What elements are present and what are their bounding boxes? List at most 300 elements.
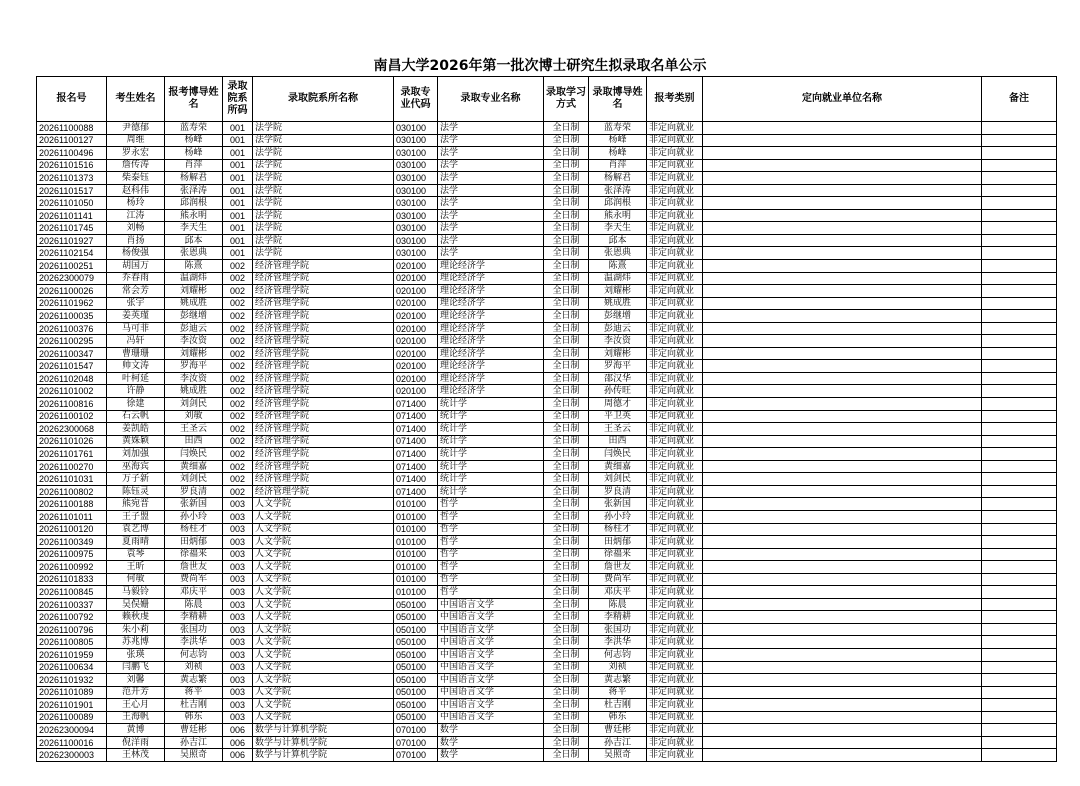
cell-applied-supervisor: 李精耕 <box>165 611 223 624</box>
cell-registration-no: 20261101517 <box>37 184 107 197</box>
cell-study-mode: 全日制 <box>544 272 589 285</box>
cell-admitted-supervisor: 曹廷彬 <box>589 724 647 737</box>
cell-study-mode: 全日制 <box>544 385 589 398</box>
table-row <box>37 736 1057 749</box>
cell-department-code: 001 <box>223 197 253 210</box>
table-body <box>37 122 1057 762</box>
cell-department-name: 人文学院 <box>253 636 394 649</box>
cell-study-mode: 全日制 <box>544 322 589 335</box>
cell-candidate-name: 王子盟 <box>107 510 165 523</box>
cell-major-code: 030100 <box>394 234 438 247</box>
cell-employer <box>703 222 982 235</box>
cell-study-mode: 全日制 <box>544 561 589 574</box>
cell-employer <box>703 611 982 624</box>
cell-applied-supervisor: 罗良清 <box>165 485 223 498</box>
cell-major-name: 数学 <box>438 736 544 749</box>
cell-candidate-name: 乔春雨 <box>107 272 165 285</box>
cell-registration-no: 20261100102 <box>37 410 107 423</box>
table-row <box>37 498 1057 511</box>
cell-admitted-supervisor: 杨峰 <box>589 134 647 147</box>
table-row <box>37 473 1057 486</box>
cell-employer <box>703 711 982 724</box>
cell-category: 非定向就业 <box>647 209 703 222</box>
table-row <box>37 686 1057 699</box>
cell-department-code: 001 <box>223 234 253 247</box>
cell-employer <box>703 360 982 373</box>
cell-category: 非定向就业 <box>647 385 703 398</box>
cell-study-mode: 全日制 <box>544 247 589 260</box>
cell-candidate-name: 袁琴 <box>107 548 165 561</box>
cell-study-mode: 全日制 <box>544 134 589 147</box>
cell-registration-no: 20261100251 <box>37 260 107 273</box>
cell-study-mode: 全日制 <box>544 184 589 197</box>
cell-study-mode: 全日制 <box>544 485 589 498</box>
cell-employer <box>703 398 982 411</box>
cell-candidate-name: 张宇 <box>107 297 165 310</box>
cell-candidate-name: 赵科伟 <box>107 184 165 197</box>
cell-employer <box>703 498 982 511</box>
table-row <box>37 398 1057 411</box>
cell-department-name: 经济管理学院 <box>253 297 394 310</box>
cell-category: 非定向就业 <box>647 122 703 135</box>
cell-department-code: 002 <box>223 423 253 436</box>
cell-remarks <box>982 398 1057 411</box>
cell-major-code: 010100 <box>394 561 438 574</box>
cell-remarks <box>982 561 1057 574</box>
cell-major-name: 中国语言文学 <box>438 711 544 724</box>
cell-employer <box>703 460 982 473</box>
cell-study-mode: 全日制 <box>544 460 589 473</box>
cell-major-name: 理论经济学 <box>438 322 544 335</box>
cell-remarks <box>982 347 1057 360</box>
cell-admitted-supervisor: 杨峰 <box>589 147 647 160</box>
table-row <box>37 209 1057 222</box>
cell-remarks <box>982 122 1057 135</box>
cell-major-code: 010100 <box>394 573 438 586</box>
table-row <box>37 611 1057 624</box>
cell-registration-no: 20261100376 <box>37 322 107 335</box>
cell-department-code: 002 <box>223 410 253 423</box>
cell-employer <box>703 724 982 737</box>
cell-category: 非定向就业 <box>647 435 703 448</box>
cell-employer <box>703 209 982 222</box>
header-study-mode: 录取学习方式 <box>544 77 589 122</box>
cell-applied-supervisor: 邓庆平 <box>165 586 223 599</box>
cell-admitted-supervisor: 韩东 <box>589 711 647 724</box>
cell-applied-supervisor: 曹廷彬 <box>165 724 223 737</box>
cell-major-name: 中国语言文学 <box>438 699 544 712</box>
cell-study-mode: 全日制 <box>544 448 589 461</box>
cell-department-name: 人文学院 <box>253 598 394 611</box>
cell-candidate-name: 罗永宏 <box>107 147 165 160</box>
cell-employer <box>703 234 982 247</box>
cell-registration-no: 20261101745 <box>37 222 107 235</box>
cell-department-code: 003 <box>223 674 253 687</box>
cell-candidate-name: 杨玲 <box>107 197 165 210</box>
cell-department-name: 经济管理学院 <box>253 272 394 285</box>
cell-department-name: 人文学院 <box>253 510 394 523</box>
cell-major-code: 030100 <box>394 172 438 185</box>
cell-major-code: 071400 <box>394 473 438 486</box>
cell-admitted-supervisor: 肖萍 <box>589 159 647 172</box>
header-major-name: 录取专业名称 <box>438 77 544 122</box>
cell-department-name: 经济管理学院 <box>253 448 394 461</box>
cell-applied-supervisor: 张恩典 <box>165 247 223 260</box>
cell-admitted-supervisor: 罗良清 <box>589 485 647 498</box>
cell-department-code: 003 <box>223 523 253 536</box>
table-row <box>37 448 1057 461</box>
cell-major-code: 050100 <box>394 598 438 611</box>
cell-major-code: 050100 <box>394 699 438 712</box>
cell-applied-supervisor: 刘祯 <box>165 661 223 674</box>
cell-study-mode: 全日制 <box>544 661 589 674</box>
cell-category: 非定向就业 <box>647 272 703 285</box>
cell-study-mode: 全日制 <box>544 686 589 699</box>
cell-applied-supervisor: 姚成胜 <box>165 297 223 310</box>
cell-admitted-supervisor: 杜吉刚 <box>589 699 647 712</box>
cell-category: 非定向就业 <box>647 460 703 473</box>
cell-admitted-supervisor: 蓝寿荣 <box>589 122 647 135</box>
cell-applied-supervisor: 熊永明 <box>165 209 223 222</box>
cell-remarks <box>982 586 1057 599</box>
cell-remarks <box>982 598 1057 611</box>
cell-category: 非定向就业 <box>647 147 703 160</box>
cell-admitted-supervisor: 张新国 <box>589 498 647 511</box>
cell-admitted-supervisor: 罗海平 <box>589 360 647 373</box>
cell-candidate-name: 帅文涛 <box>107 360 165 373</box>
cell-category: 非定向就业 <box>647 561 703 574</box>
cell-major-code: 010100 <box>394 586 438 599</box>
table-row <box>37 460 1057 473</box>
cell-major-name: 中国语言文学 <box>438 661 544 674</box>
cell-category: 非定向就业 <box>647 423 703 436</box>
cell-category: 非定向就业 <box>647 260 703 273</box>
admission-table <box>36 76 1057 762</box>
cell-department-name: 人文学院 <box>253 548 394 561</box>
cell-candidate-name: 张瑛 <box>107 648 165 661</box>
table-row <box>37 636 1057 649</box>
cell-category: 非定向就业 <box>647 510 703 523</box>
cell-registration-no: 20261101901 <box>37 699 107 712</box>
cell-major-name: 统计学 <box>438 473 544 486</box>
cell-candidate-name: 常会芳 <box>107 285 165 298</box>
table-row <box>37 523 1057 536</box>
cell-employer <box>703 648 982 661</box>
cell-major-name: 理论经济学 <box>438 272 544 285</box>
cell-registration-no: 20262300094 <box>37 724 107 737</box>
cell-department-name: 经济管理学院 <box>253 372 394 385</box>
cell-employer <box>703 510 982 523</box>
cell-registration-no: 20261100349 <box>37 536 107 549</box>
table-row <box>37 548 1057 561</box>
cell-candidate-name: 苏兆博 <box>107 636 165 649</box>
cell-employer <box>703 674 982 687</box>
cell-admitted-supervisor: 李洪华 <box>589 636 647 649</box>
cell-admitted-supervisor: 刘耀彬 <box>589 347 647 360</box>
table-row <box>37 623 1057 636</box>
header-registration-no: 报名号 <box>37 77 107 122</box>
cell-major-code: 071400 <box>394 398 438 411</box>
cell-registration-no: 20261101031 <box>37 473 107 486</box>
cell-candidate-name: 黄博 <box>107 724 165 737</box>
table-row <box>37 172 1057 185</box>
cell-category: 非定向就业 <box>647 498 703 511</box>
cell-registration-no: 20261100088 <box>37 122 107 135</box>
cell-major-name: 统计学 <box>438 448 544 461</box>
cell-registration-no: 20261100816 <box>37 398 107 411</box>
cell-applied-supervisor: 张国功 <box>165 623 223 636</box>
cell-major-name: 哲学 <box>438 523 544 536</box>
cell-department-code: 002 <box>223 385 253 398</box>
table-row <box>37 586 1057 599</box>
cell-candidate-name: 熊宛晋 <box>107 498 165 511</box>
cell-major-code: 030100 <box>394 159 438 172</box>
cell-registration-no: 20261100805 <box>37 636 107 649</box>
cell-category: 非定向就业 <box>647 372 703 385</box>
cell-major-code: 050100 <box>394 674 438 687</box>
cell-admitted-supervisor: 杨解君 <box>589 172 647 185</box>
cell-registration-no: 20261100127 <box>37 134 107 147</box>
cell-candidate-name: 冯轩 <box>107 335 165 348</box>
cell-candidate-name: 刘馨 <box>107 674 165 687</box>
cell-department-name: 人文学院 <box>253 686 394 699</box>
cell-remarks <box>982 523 1057 536</box>
cell-department-code: 003 <box>223 623 253 636</box>
cell-department-code: 003 <box>223 636 253 649</box>
cell-candidate-name: 周维 <box>107 134 165 147</box>
cell-major-name: 法学 <box>438 209 544 222</box>
cell-major-name: 法学 <box>438 122 544 135</box>
cell-applied-supervisor: 李天生 <box>165 222 223 235</box>
cell-employer <box>703 623 982 636</box>
cell-department-name: 数学与计算机学院 <box>253 749 394 762</box>
cell-admitted-supervisor: 费尚军 <box>589 573 647 586</box>
cell-study-mode: 全日制 <box>544 398 589 411</box>
table-row <box>37 272 1057 285</box>
cell-category: 非定向就业 <box>647 586 703 599</box>
cell-remarks <box>982 310 1057 323</box>
table-row <box>37 322 1057 335</box>
cell-major-name: 理论经济学 <box>438 385 544 398</box>
cell-applied-supervisor: 张泽涛 <box>165 184 223 197</box>
cell-applied-supervisor: 田炳郁 <box>165 536 223 549</box>
cell-category: 非定向就业 <box>647 736 703 749</box>
cell-admitted-supervisor: 张恩典 <box>589 247 647 260</box>
cell-admitted-supervisor: 黄细嘉 <box>589 460 647 473</box>
cell-registration-no: 20261100337 <box>37 598 107 611</box>
cell-department-code: 001 <box>223 247 253 260</box>
cell-employer <box>703 699 982 712</box>
cell-candidate-name: 马毅铃 <box>107 586 165 599</box>
cell-candidate-name: 王林茂 <box>107 749 165 762</box>
cell-employer <box>703 347 982 360</box>
cell-major-name: 哲学 <box>438 510 544 523</box>
cell-department-name: 经济管理学院 <box>253 460 394 473</box>
cell-admitted-supervisor: 温湖炜 <box>589 272 647 285</box>
table-row <box>37 310 1057 323</box>
cell-department-code: 001 <box>223 184 253 197</box>
cell-applied-supervisor: 罗海平 <box>165 360 223 373</box>
cell-applied-supervisor: 费尚军 <box>165 573 223 586</box>
cell-admitted-supervisor: 陈熹 <box>589 260 647 273</box>
cell-admitted-supervisor: 刘祯 <box>589 661 647 674</box>
cell-remarks <box>982 623 1057 636</box>
cell-employer <box>703 473 982 486</box>
cell-category: 非定向就业 <box>647 197 703 210</box>
cell-candidate-name: 范开芳 <box>107 686 165 699</box>
cell-registration-no: 20261100016 <box>37 736 107 749</box>
page-title: 南昌大学2026年第一批次博士研究生拟录取名单公示 <box>373 58 707 74</box>
cell-candidate-name: 朱小莉 <box>107 623 165 636</box>
cell-remarks <box>982 159 1057 172</box>
cell-department-code: 001 <box>223 122 253 135</box>
cell-department-code: 001 <box>223 159 253 172</box>
cell-department-code: 003 <box>223 598 253 611</box>
cell-registration-no: 20261101011 <box>37 510 107 523</box>
table-row <box>37 661 1057 674</box>
cell-department-name: 经济管理学院 <box>253 435 394 448</box>
cell-major-name: 理论经济学 <box>438 297 544 310</box>
cell-department-code: 002 <box>223 260 253 273</box>
cell-major-name: 中国语言文学 <box>438 674 544 687</box>
cell-department-code: 003 <box>223 686 253 699</box>
cell-department-name: 人文学院 <box>253 536 394 549</box>
cell-admitted-supervisor: 彭继增 <box>589 310 647 323</box>
cell-major-name: 法学 <box>438 159 544 172</box>
cell-admitted-supervisor: 熊永明 <box>589 209 647 222</box>
cell-admitted-supervisor: 詹世友 <box>589 561 647 574</box>
cell-employer <box>703 448 982 461</box>
table-row <box>37 122 1057 135</box>
cell-department-code: 003 <box>223 648 253 661</box>
cell-applied-supervisor: 彭迪云 <box>165 322 223 335</box>
table-row <box>37 134 1057 147</box>
cell-category: 非定向就业 <box>647 699 703 712</box>
cell-applied-supervisor: 邱润根 <box>165 197 223 210</box>
cell-admitted-supervisor: 田炳郁 <box>589 536 647 549</box>
cell-remarks <box>982 473 1057 486</box>
table-header-row <box>37 77 1057 122</box>
cell-category: 非定向就业 <box>647 222 703 235</box>
cell-registration-no: 20261100792 <box>37 611 107 624</box>
cell-remarks <box>982 410 1057 423</box>
cell-department-name: 人文学院 <box>253 523 394 536</box>
cell-applied-supervisor: 邱本 <box>165 234 223 247</box>
cell-candidate-name: 徐建 <box>107 398 165 411</box>
cell-registration-no: 20262300079 <box>37 272 107 285</box>
cell-category: 非定向就业 <box>647 448 703 461</box>
cell-department-name: 人文学院 <box>253 711 394 724</box>
cell-registration-no: 20261101932 <box>37 674 107 687</box>
cell-remarks <box>982 285 1057 298</box>
cell-category: 非定向就业 <box>647 322 703 335</box>
cell-department-name: 数学与计算机学院 <box>253 736 394 749</box>
cell-category: 非定向就业 <box>647 711 703 724</box>
table-row <box>37 573 1057 586</box>
cell-major-code: 020100 <box>394 285 438 298</box>
cell-department-code: 001 <box>223 209 253 222</box>
cell-candidate-name: 叶柯延 <box>107 372 165 385</box>
cell-category: 非定向就业 <box>647 410 703 423</box>
cell-remarks <box>982 611 1057 624</box>
table-row <box>37 372 1057 385</box>
cell-department-name: 经济管理学院 <box>253 285 394 298</box>
cell-applied-supervisor: 田西 <box>165 435 223 448</box>
cell-major-name: 理论经济学 <box>438 347 544 360</box>
cell-registration-no: 20261101959 <box>37 648 107 661</box>
cell-applied-supervisor: 何志钧 <box>165 648 223 661</box>
table-row <box>37 197 1057 210</box>
cell-registration-no: 20261100188 <box>37 498 107 511</box>
cell-employer <box>703 536 982 549</box>
cell-category: 非定向就业 <box>647 310 703 323</box>
cell-admitted-supervisor: 蒋平 <box>589 686 647 699</box>
cell-employer <box>703 335 982 348</box>
cell-study-mode: 全日制 <box>544 586 589 599</box>
cell-candidate-name: 王昕 <box>107 561 165 574</box>
cell-admitted-supervisor: 张泽涛 <box>589 184 647 197</box>
cell-applied-supervisor: 韩东 <box>165 711 223 724</box>
cell-study-mode: 全日制 <box>544 159 589 172</box>
cell-major-code: 071400 <box>394 448 438 461</box>
cell-category: 非定向就业 <box>647 661 703 674</box>
cell-remarks <box>982 573 1057 586</box>
cell-applied-supervisor: 彭继增 <box>165 310 223 323</box>
cell-department-name: 法学院 <box>253 184 394 197</box>
cell-registration-no: 20261100347 <box>37 347 107 360</box>
cell-registration-no: 20261100796 <box>37 623 107 636</box>
cell-applied-supervisor: 刘剑民 <box>165 473 223 486</box>
cell-department-name: 人文学院 <box>253 573 394 586</box>
cell-major-name: 法学 <box>438 184 544 197</box>
cell-remarks <box>982 435 1057 448</box>
cell-remarks <box>982 498 1057 511</box>
cell-registration-no: 20261100845 <box>37 586 107 599</box>
cell-registration-no: 20261101089 <box>37 686 107 699</box>
cell-registration-no: 20261100026 <box>37 285 107 298</box>
cell-department-code: 002 <box>223 473 253 486</box>
cell-applied-supervisor: 王圣云 <box>165 423 223 436</box>
cell-category: 非定向就业 <box>647 184 703 197</box>
cell-remarks <box>982 272 1057 285</box>
cell-applied-supervisor: 詹世友 <box>165 561 223 574</box>
cell-applied-supervisor: 李汝资 <box>165 335 223 348</box>
cell-study-mode: 全日制 <box>544 260 589 273</box>
cell-department-name: 经济管理学院 <box>253 423 394 436</box>
table-row <box>37 285 1057 298</box>
cell-applied-supervisor: 孙吉江 <box>165 736 223 749</box>
header-applied-supervisor: 报考博导姓名 <box>165 77 223 122</box>
cell-employer <box>703 485 982 498</box>
cell-employer <box>703 122 982 135</box>
cell-remarks <box>982 147 1057 160</box>
cell-applied-supervisor: 闫焕民 <box>165 448 223 461</box>
cell-employer <box>703 372 982 385</box>
cell-department-code: 002 <box>223 285 253 298</box>
cell-admitted-supervisor: 徐福来 <box>589 548 647 561</box>
cell-employer <box>703 573 982 586</box>
cell-major-name: 法学 <box>438 197 544 210</box>
cell-admitted-supervisor: 姚成胜 <box>589 297 647 310</box>
cell-major-code: 030100 <box>394 184 438 197</box>
cell-applied-supervisor: 黄细嘉 <box>165 460 223 473</box>
cell-major-name: 中国语言文学 <box>438 611 544 624</box>
cell-major-code: 030100 <box>394 122 438 135</box>
cell-admitted-supervisor: 杨柱才 <box>589 523 647 536</box>
cell-category: 非定向就业 <box>647 234 703 247</box>
cell-employer <box>703 598 982 611</box>
cell-applied-supervisor: 刘耀彬 <box>165 285 223 298</box>
